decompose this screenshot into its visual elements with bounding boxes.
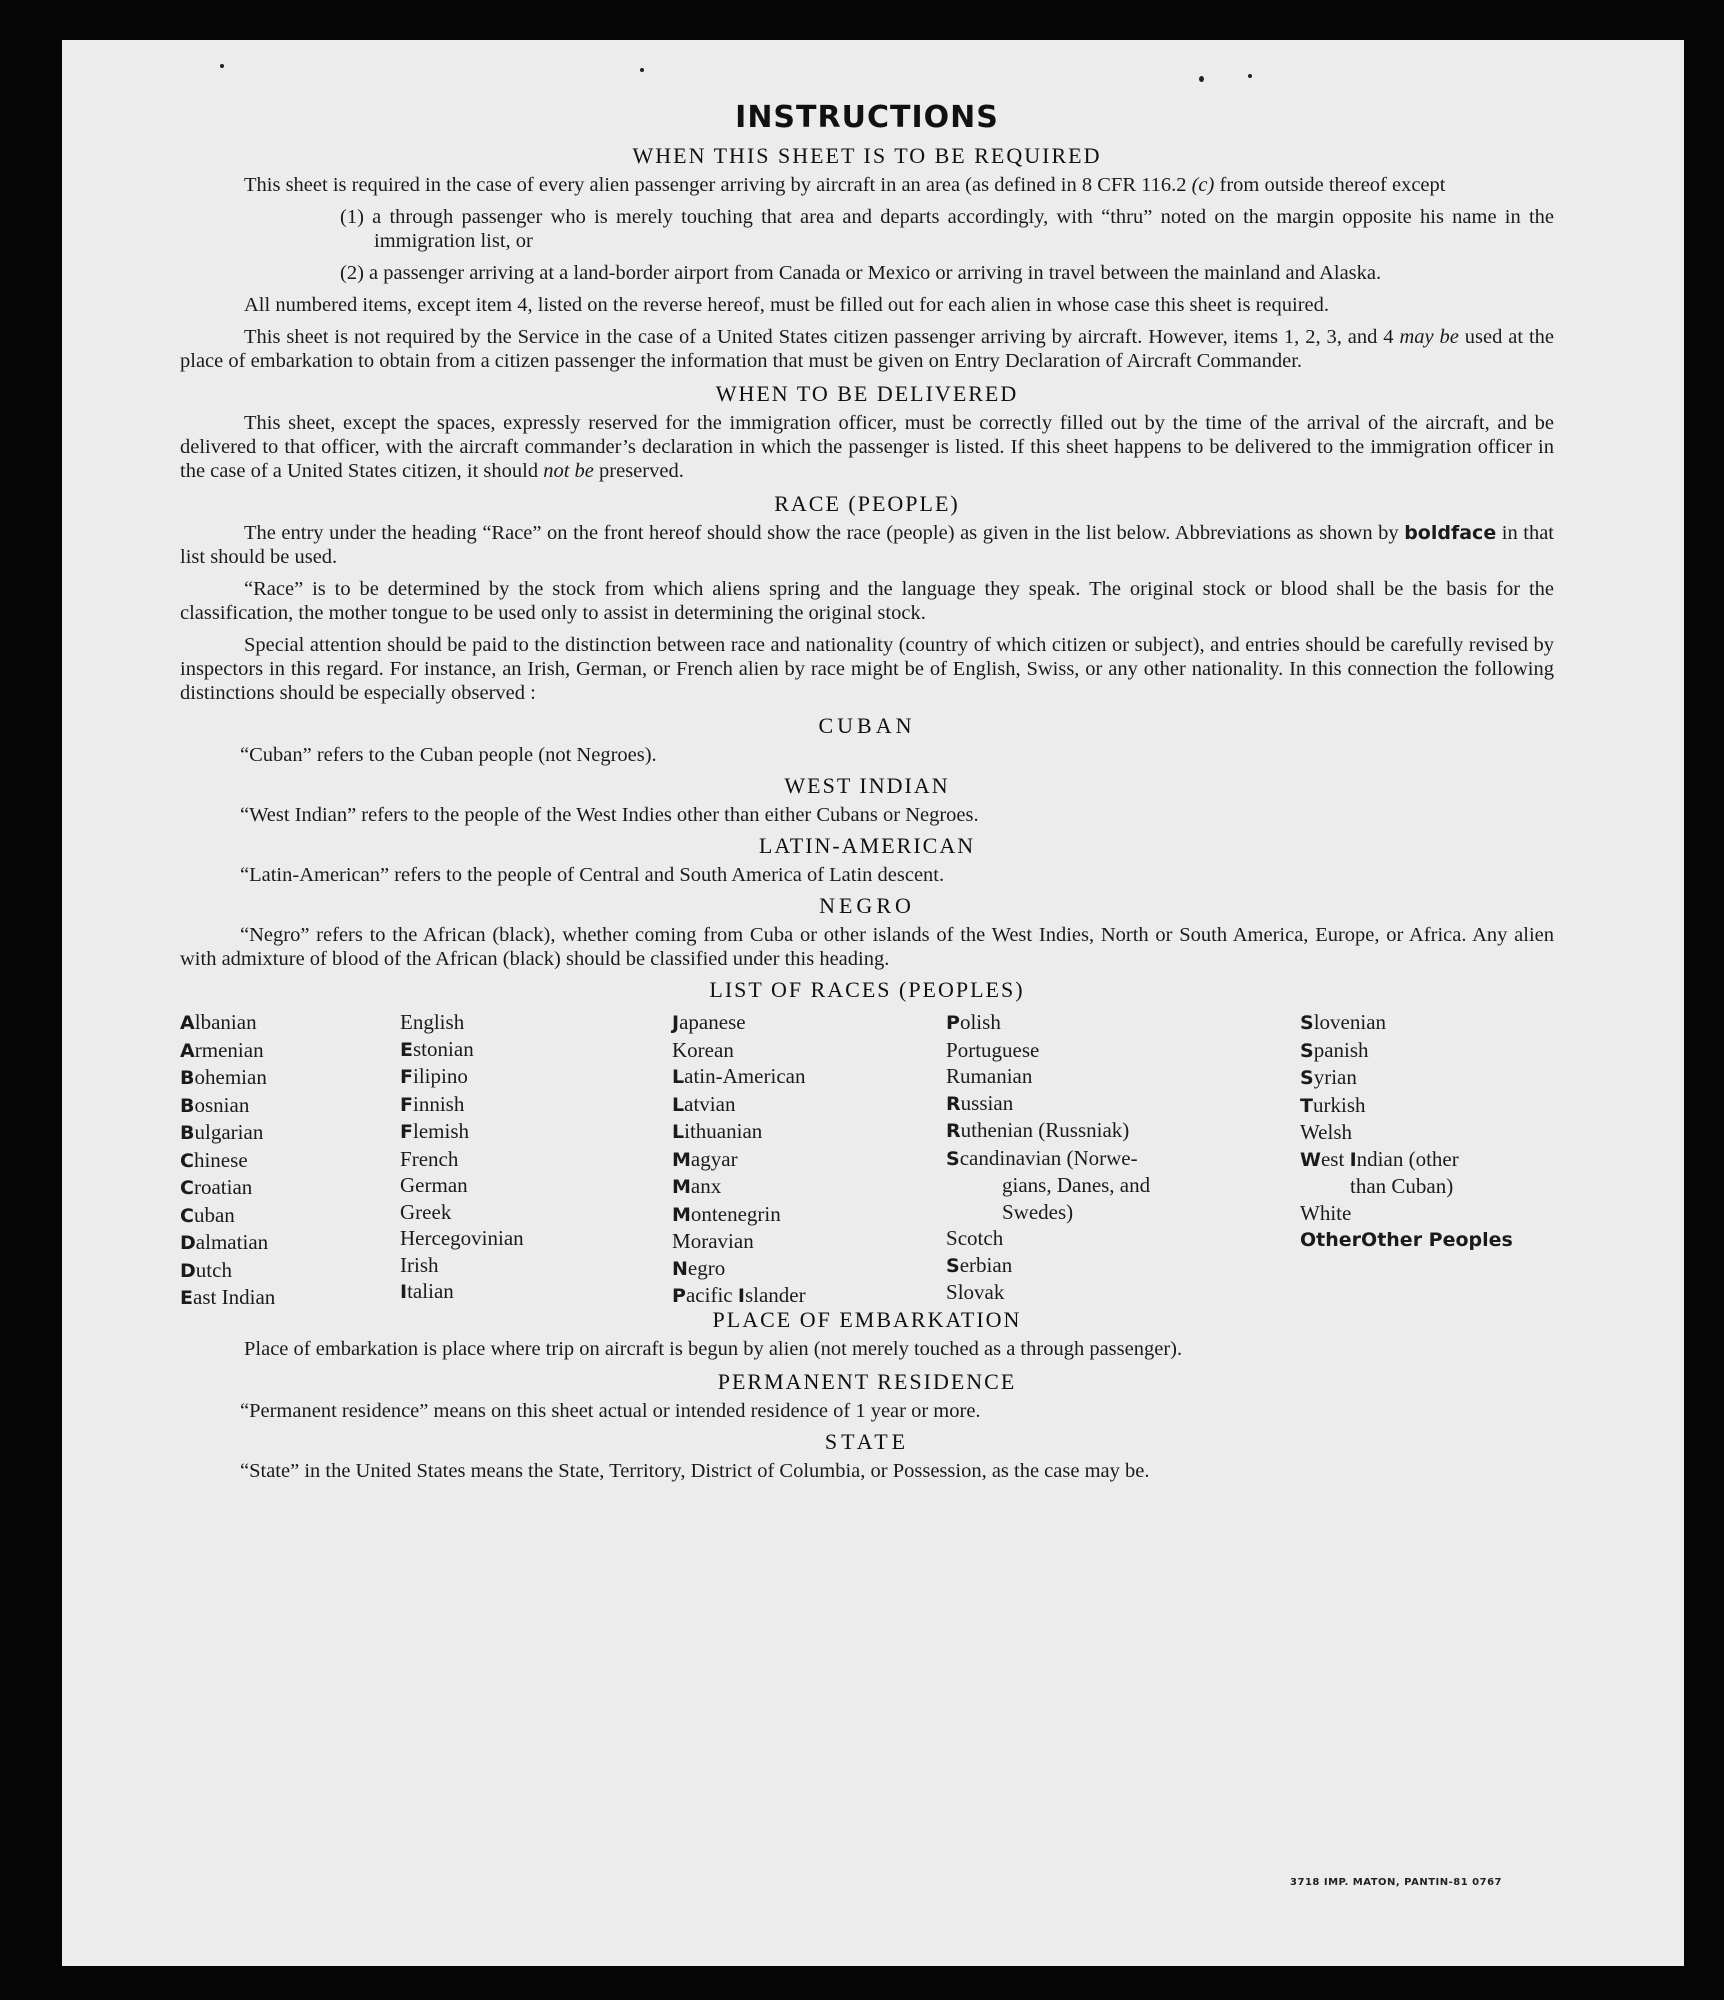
race-entry: Croatian: [180, 1175, 253, 1199]
race-entry: Hercegovinian: [400, 1226, 524, 1250]
race-entry: Latin-American: [672, 1064, 806, 1088]
paragraph-race-stock: “Race” is to be determined by the stock from which aliens spring and the language they speak. The original stock or blood shall be the basis for the classification, the mother tongue to be used only to assist in determining the original stock.: [180, 578, 1554, 624]
paragraph-required: This sheet is required in the case of every alien passenger arriving by aircraft in an area (as defined in 8 CFR 116.2 (c) from outside thereof except: [244, 174, 1446, 196]
paragraph-permanent-residence: “Permanent residence” means on this sheet actual or intended residence of 1 year or more.: [240, 1400, 981, 1422]
paragraph-numbered-items: All numbered items, except item 4, listed on the reverse hereof, must be filled out for each alien in whose case this sheet is required.: [244, 294, 1330, 316]
race-entry: Bohemian: [180, 1065, 267, 1089]
race-list: [180, 1009, 1554, 1309]
race-entry: Estonian: [400, 1036, 474, 1061]
race-entry: Dutch: [180, 1257, 232, 1282]
race-entry: Irish: [400, 1252, 439, 1277]
race-entry: Serbian: [946, 1252, 1013, 1277]
scan-speck: [1248, 74, 1252, 78]
section-heading-when-delivered: WHEN TO BE DELIVERED: [715, 381, 1019, 406]
paragraph-embarkation: Place of embarkation is place where trip on aircraft is begun by alien (not merely touched as a through passenger).: [244, 1338, 1183, 1360]
scan-speck: [640, 68, 644, 72]
race-entry: Spanish: [1300, 1037, 1369, 1062]
race-entry: Syrian: [1300, 1065, 1357, 1089]
race-column-1: [180, 1009, 275, 1312]
race-entry: Lithuanian: [672, 1119, 763, 1143]
paragraph-west-indian: “West Indian” refers to the people of the West Indies other than either Cubans or Negroes.: [240, 804, 979, 826]
race-column-4: [946, 1009, 1150, 1306]
race-column-3: [672, 1009, 806, 1310]
section-heading-when-required: WHEN THIS SHEET IS TO BE REQUIRED: [632, 143, 1102, 168]
race-entry: Bosnian: [180, 1092, 250, 1117]
race-entry: Cuban: [180, 1202, 235, 1227]
race-entry: Ruthenian (Russniak): [946, 1118, 1130, 1142]
race-entry: Negro: [672, 1255, 726, 1280]
race-entry: Polish: [946, 1010, 1001, 1034]
race-entry: Scandinavian (Norwe-: [946, 1145, 1138, 1170]
race-entry: Albanian: [180, 1010, 257, 1034]
race-entry: English: [400, 1010, 465, 1034]
page-title: INSTRUCTIONS: [735, 100, 999, 135]
race-entry: West Indian (other: [1300, 1146, 1459, 1171]
section-heading-west-indian: WEST INDIAN: [784, 773, 950, 798]
paragraph-latin-american: “Latin-American” refers to the people of Central and South America of Latin descent.: [240, 864, 945, 886]
section-heading-list-of-races: LIST OF RACES (PEOPLES): [709, 977, 1025, 1002]
race-entry: German: [400, 1173, 468, 1197]
race-entry: Chinese: [180, 1147, 248, 1172]
race-entry: Portuguese: [946, 1037, 1040, 1062]
paragraph-cuban: “Cuban” refers to the Cuban people (not Negroes).: [240, 744, 657, 766]
race-entry: Armenian: [180, 1037, 264, 1062]
race-column-5: [1300, 1009, 1513, 1254]
race-entry: Greek: [400, 1199, 452, 1224]
race-entry: Latvian: [672, 1091, 736, 1116]
race-entry: Welsh: [1300, 1120, 1352, 1144]
document-page: [62, 40, 1684, 1966]
race-entry: Turkish: [1300, 1092, 1366, 1117]
race-entry: Scotch: [946, 1226, 1004, 1250]
paragraph-exception-2: (2) a passenger arriving at a land-border airport from Canada or Mexico or arriving in travel between the mainland and Alaska.: [340, 262, 1382, 284]
paragraph-race-nationality: Special attention should be paid to the distinction between race and nationality (country of which citizen or subject), and entries should be carefully revised by inspectors in this regard. For instance, an Irish, German, or French alien by race might be of English, Swiss, or any other nationality. In this connection the following distinctions should be especially observed :: [180, 634, 1554, 704]
race-entry: Italian: [400, 1279, 454, 1303]
race-entry: East Indian: [180, 1285, 276, 1309]
race-entry-continued: Swedes): [1002, 1199, 1074, 1224]
race-entry: French: [400, 1146, 459, 1171]
race-entry-continued: gians, Danes, and: [1002, 1173, 1151, 1197]
race-entry: Pacific Islander: [672, 1283, 806, 1307]
race-entry: Russian: [946, 1090, 1014, 1115]
race-entry: Korean: [672, 1037, 734, 1062]
race-entry: Flemish: [400, 1119, 470, 1143]
race-entry: Bulgarian: [180, 1120, 264, 1144]
race-column-2: [400, 1009, 524, 1306]
race-entry: Finnish: [400, 1091, 465, 1116]
race-entry: Filipino: [400, 1064, 468, 1088]
section-heading-negro: NEGRO: [819, 893, 915, 918]
race-entry: Montenegrin: [672, 1201, 781, 1226]
section-heading-race: RACE (PEOPLE): [774, 491, 960, 516]
paragraph-race-entry: The entry under the heading “Race” on the front hereof should show the race (people) as given in the list below. Abbreviations as shown by boldface in that list should be used.: [180, 522, 1554, 568]
section-heading-latin-american: LATIN-AMERICAN: [758, 833, 976, 858]
race-entry: OtherOther Peoples: [1300, 1229, 1513, 1251]
paragraph-citizen: This sheet is not required by the Service in the case of a United States citizen passenger arriving by aircraft. However, items 1, 2, 3, and 4 may be used at the place of embarkation to obtain from a citizen passenger the information that must be given on Entry Declaration of Aircraft Commander.: [180, 326, 1554, 372]
race-entry: Moravian: [672, 1229, 754, 1253]
race-entry-continued: than Cuban): [1350, 1174, 1454, 1198]
paragraph-exception-1: (1) a through passenger who is merely touching that area and departs accordingly, with “thru” noted on the margin opposite his name in the immigration list, or: [340, 206, 1554, 252]
section-heading-permanent-residence: PERMANENT RESIDENCE: [717, 1369, 1017, 1394]
scan-speck: [220, 64, 224, 68]
race-entry: Manx: [672, 1174, 722, 1198]
section-heading-place-of-embarkation: PLACE OF EMBARKATION: [712, 1307, 1022, 1332]
paragraph-negro: “Negro” refers to the African (black), whether coming from Cuba or other islands of the West Indies, North or South America, Europe, or Africa. Any alien with admixture of blood of the African (black) should be classified under this heading.: [180, 924, 1554, 970]
section-heading-cuban: CUBAN: [818, 713, 916, 738]
document-content: [180, 100, 1554, 1489]
race-entry: Magyar: [672, 1146, 738, 1171]
race-entry: Rumanian: [946, 1064, 1033, 1088]
printer-mark: 3718 IMP. MATON, PANTIN-81 0767: [1290, 1877, 1502, 1888]
scan-speck: [1199, 76, 1204, 82]
race-entry: Japanese: [672, 1010, 746, 1034]
race-entry: Dalmatian: [180, 1230, 269, 1254]
race-entry: White: [1300, 1200, 1352, 1225]
race-entry: Slovak: [946, 1280, 1005, 1304]
paragraph-state: “State” in the United States means the State, Territory, District of Columbia, or Possession, as the case may be.: [240, 1460, 1150, 1482]
section-heading-state: STATE: [824, 1429, 910, 1454]
race-entry: Slovenian: [1300, 1010, 1387, 1034]
paragraph-delivered: This sheet, except the spaces, expressly reserved for the immigration officer, must be correctly filled out by the time of the arrival of the aircraft, and be delivered to that officer, with the aircraft commander’s declaration in which the passenger is listed. If this sheet happens to be delivered to the immigration officer in the case of a United States citizen, it should not be preserved.: [180, 412, 1554, 482]
